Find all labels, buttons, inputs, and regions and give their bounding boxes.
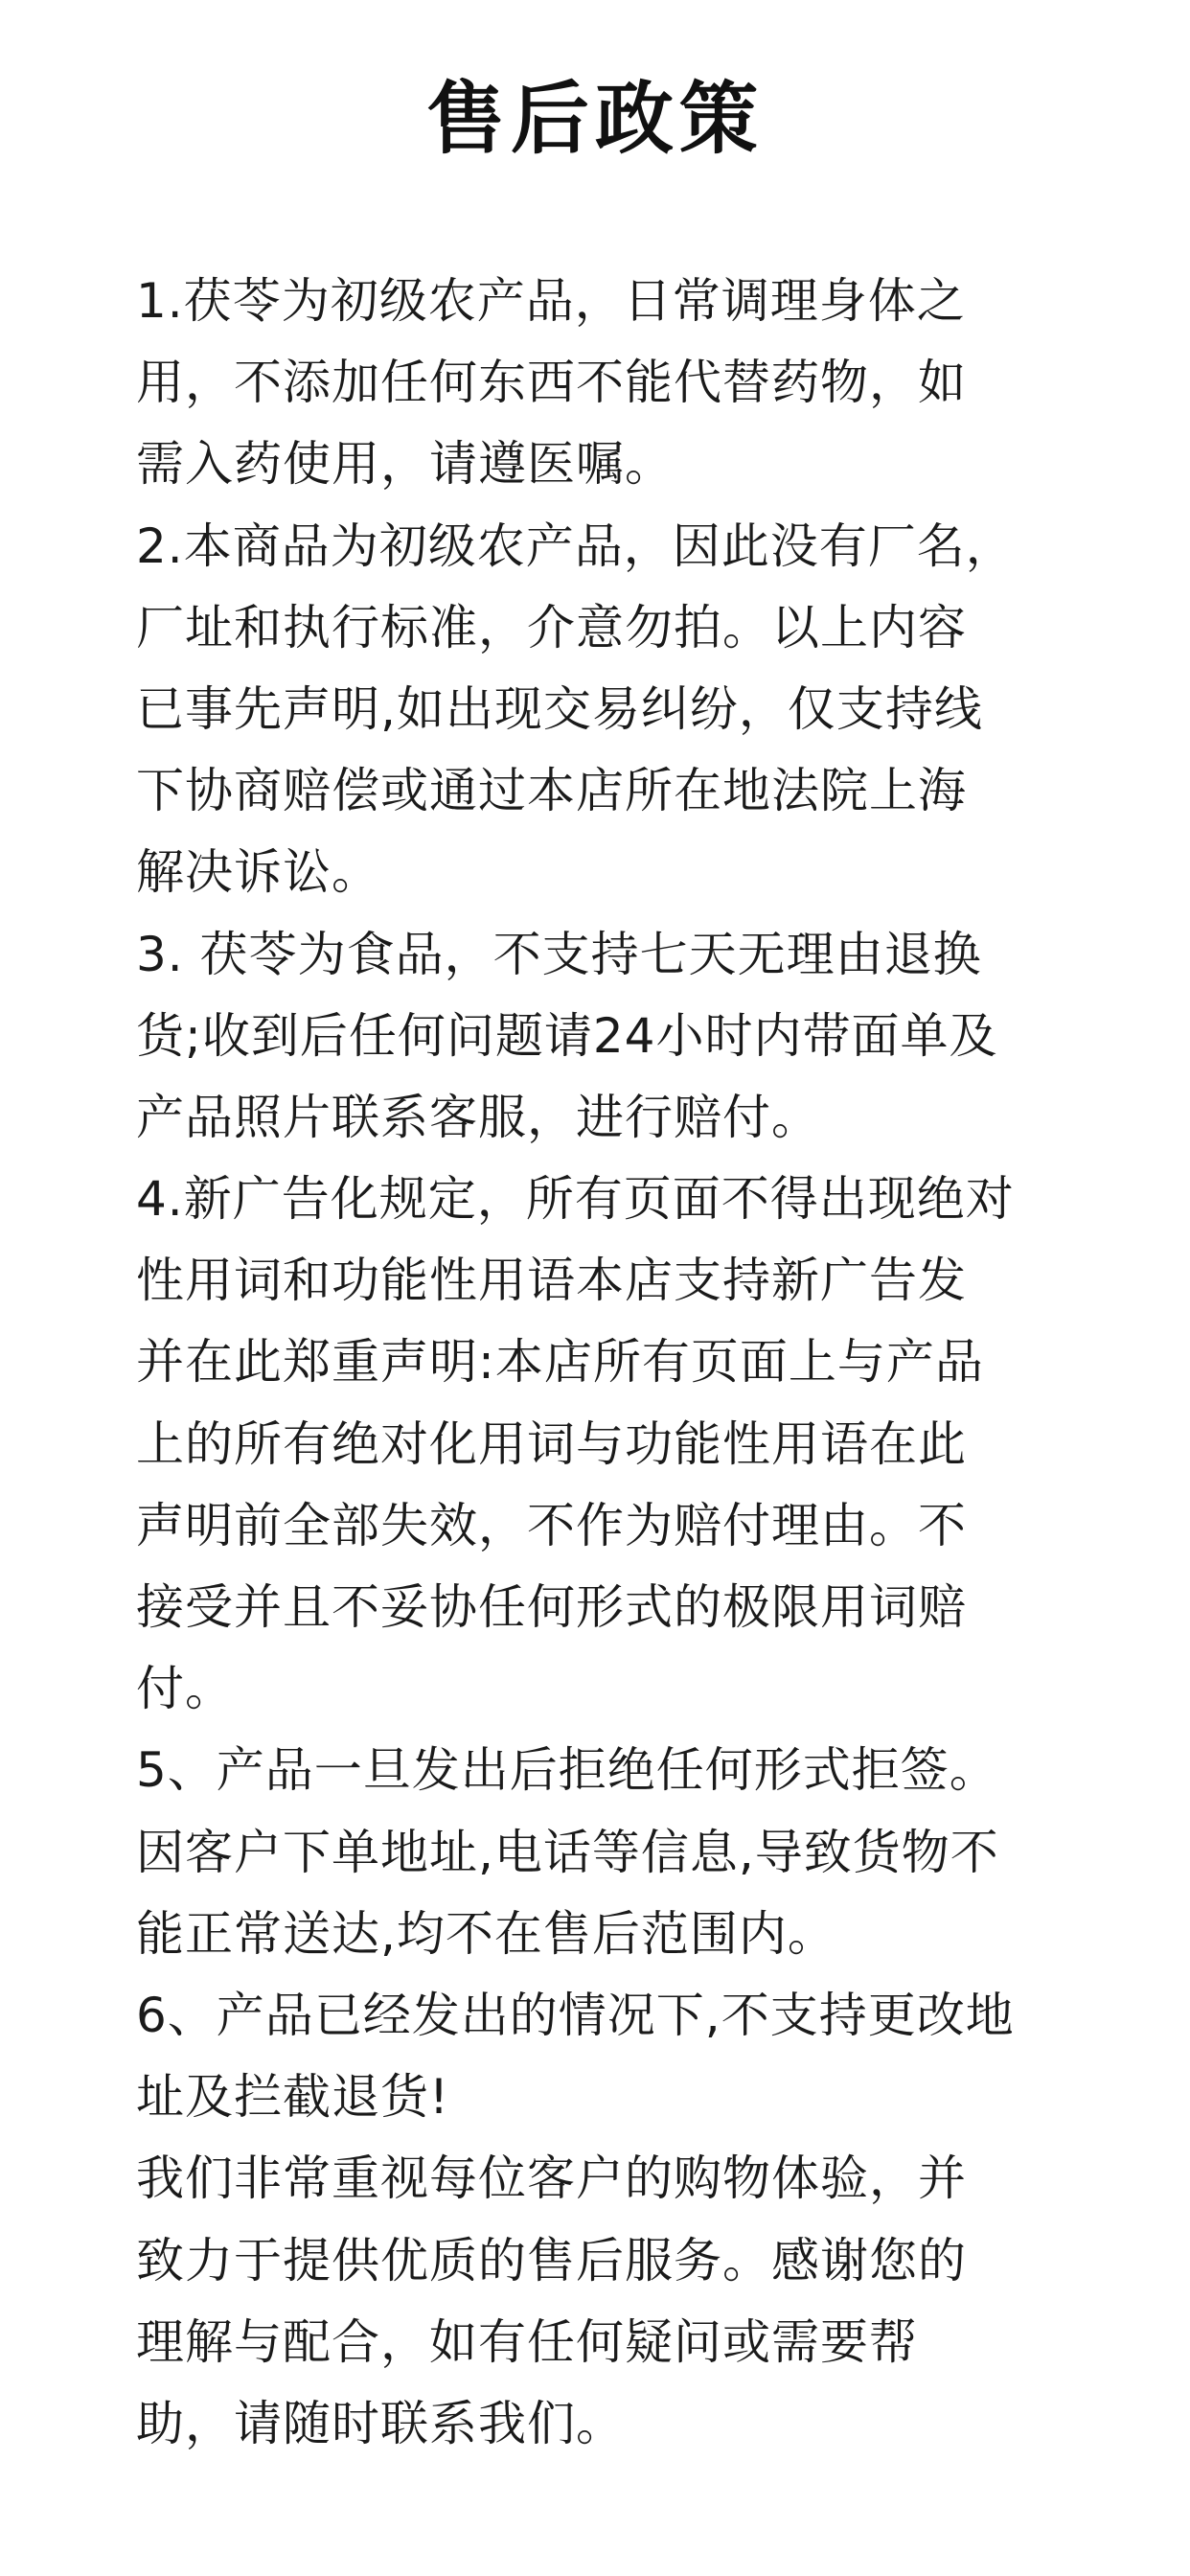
policy-line: 3. 茯苓为食品，不支持七天无理由退换: [136, 926, 982, 982]
policy-line: 能正常送达,均不在售后范围内。: [136, 1905, 836, 1962]
policy-line: 下协商赔偿或通过本店所在地法院上海: [136, 763, 967, 819]
policy-line: 声明前全部失效，不作为赔付理由。不: [136, 1497, 967, 1553]
policy-line: 已事先声明,如出现交易纠纷，仅支持线: [136, 680, 983, 737]
policy-line: 性用词和功能性用语本店支持新广告发: [136, 1253, 967, 1309]
policy-line: 厂址和执行标准，介意勿拍。以上内容: [136, 599, 967, 656]
page-title: 售后政策: [425, 74, 764, 165]
policy-line: 并在此郑重声明:本店所有页面上与产品: [136, 1334, 984, 1391]
policy-line: 接受并且不妥协任何形式的极限用词赔: [136, 1579, 967, 1635]
policy-line: 产品照片联系客服，进行赔付。: [136, 1089, 820, 1145]
policy-line: 付。: [136, 1661, 234, 1717]
policy-line: 货;收到后任何问题请24小时内带面单及: [136, 1007, 998, 1064]
policy-line: 需入药使用，请遵医嘱。: [136, 436, 674, 493]
policy-line: 2.本商品为初级农产品，因此没有厂名，: [136, 518, 1015, 574]
policy-line: 5、产品一旦发出后拒绝任何形式拒签。: [136, 1742, 998, 1799]
policy-line: 用，不添加任何东西不能代替药物，如: [136, 355, 967, 411]
policy-line: 解决诉讼。: [136, 844, 380, 901]
policy-line: 址及拦截退货!: [136, 2069, 450, 2126]
policy-text: [136, 261, 1085, 2465]
policy-line: 致力于提供优质的售后服务。感谢您的: [136, 2232, 967, 2288]
policy-line: 4.新广告化规定，所有页面不得出现绝对: [136, 1171, 1015, 1228]
policy-line: 上的所有绝对化用词与功能性用语在此: [136, 1415, 967, 1472]
policy-line: 助，请随时联系我们。: [136, 2395, 625, 2451]
policy-line: 我们非常重视每位客户的购物体验，并: [136, 2150, 967, 2207]
policy-line: 因客户下单地址,电话等信息,导致货物不: [136, 1824, 999, 1880]
policy-line: 理解与配合，如有任何疑问或需要帮: [136, 2313, 918, 2370]
policy-line: 1.茯苓为初级农产品，日常调理身体之: [136, 273, 966, 329]
policy-line: 6、产品已经发出的情况下,不支持更改地: [136, 1987, 1015, 2043]
